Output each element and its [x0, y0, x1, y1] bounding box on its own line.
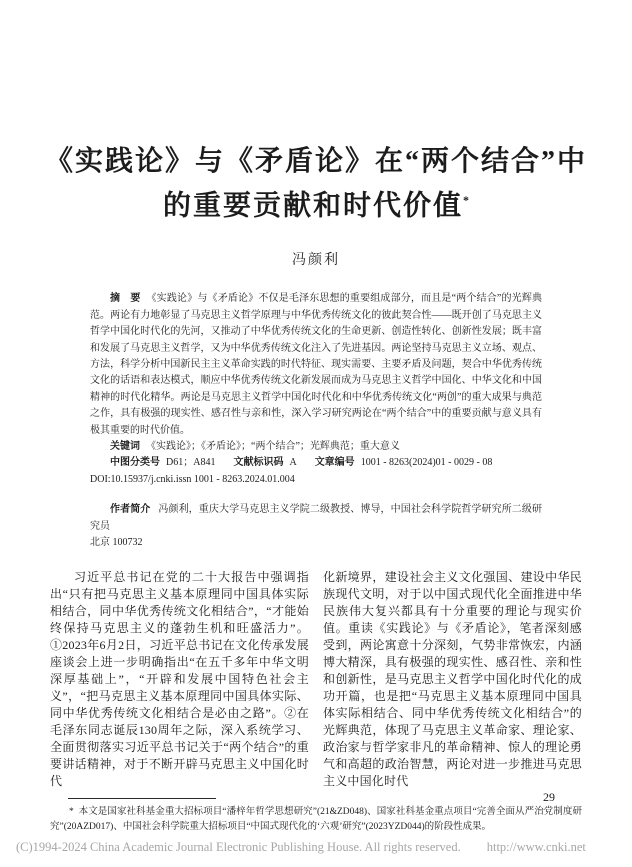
- footer-url: http://www.cnki.net: [486, 840, 586, 854]
- body-columns: [50, 569, 582, 790]
- clc-value: D61；A841: [166, 457, 216, 469]
- author-bio-block: [90, 502, 542, 551]
- body-column-left: 习近平总书记在党的二十大报告中强调指出“只有把马克思主义基本原理同中国具体实际相结合，同中华优秀传统文化相结合”，“才能始终保持马克思主义的蓬勃生机和旺盛活力”。①2023年6月2日，习近平总书记在文化传承发展座谈会上进一步明确指出“在五千多年中华文明深厚基础上”，“开辟和发展中国特色社会主义”，“把马克思主义基本原理同中国具体实际、同中华优秀传统文化相结合是必由之路”。②在毛泽东同志诞辰130周年之际，深入系统学习、全面贯彻落实习近平总书记关于“两个结合”的重要讲话精神，对于不断开辟马克思主义中国化时代: [50, 570, 309, 789]
- abstract-paragraph: [90, 291, 542, 439]
- doi-line: DOI:10.15937/j.cnki.issn 1001 - 8263.2024.01.004: [90, 473, 295, 485]
- page-number: 29: [543, 790, 555, 804]
- clc-label: 中图分类号: [110, 457, 160, 469]
- abstract-label: 摘 要: [110, 293, 141, 305]
- abstract-block: [90, 291, 542, 488]
- title-line-2: 的重要贡献和时代价值: [162, 190, 463, 222]
- article-id-group: [315, 457, 493, 468]
- doc-code-group: [233, 457, 296, 468]
- footnote: [50, 805, 582, 835]
- paper-title: [0, 0, 632, 225]
- body-column-right: 化新境界，建设社会主义文化强国、建设中华民族现代文明，对于以中国式现代化全面推进中华民族伟大复兴都具有十分重要的理论与现实价值。重读《实践论》与《矛盾论》，笔者深刻感受到，两论寓意十分深刻，气势非常恢宏，内涵博大精深，具有极强的现实性、感召性、亲和性和创新性，是马克思主义哲学中国化时代化的成功开篇，也是把“马克思主义基本原理同中国具体实际相结合、同中华优秀传统文化相结合”的光辉典范，体现了马克思主义革命家、理论家、政治家与哲学家非凡的革命精神、惊人的理论勇气和高超的政治智慧，两论对进一步推进马克思主义中国化时代: [323, 570, 582, 789]
- keywords-label: 关键词: [110, 440, 140, 452]
- author-bio-line: [90, 502, 542, 535]
- article-id-value: 1001 - 8263(2024)01 - 0029 - 08: [360, 457, 493, 469]
- keywords-line: [90, 439, 542, 455]
- footnote-text: 本文是国家社科基金重大招标项目“潘梓年哲学思想研究”(21&ZD048)、国家社科基金重点项目“完善全面从严治党制度研究”(20AZD017)、中国社会科学院重大招标项目“中国式现代化的‘六观’研究”(2023YZD044)的阶段性成果。: [50, 807, 583, 833]
- doc-code-value: A: [289, 457, 297, 469]
- author-bio-location: 北京 100732: [90, 537, 143, 549]
- author-bio-label: 作者简介: [110, 504, 151, 516]
- footer-copyright-bar: [16, 840, 626, 855]
- article-id-label: 文章编号: [314, 457, 355, 469]
- keywords-text: 《实践论》；《矛盾论》；“两个结合”；光辉典范；重大意义: [146, 440, 400, 452]
- classification-line: [90, 455, 542, 471]
- title-line-1: 《实践论》与《矛盾论》在“两个结合”中: [44, 146, 587, 177]
- author-bio-text: 冯颜利，重庆大学马克思主义学院二级教授、博导，中国社会科学院哲学研究所二级研究员: [90, 504, 542, 532]
- footnote-marker: *: [69, 807, 74, 818]
- doc-code-label: 文献标识码: [233, 457, 284, 469]
- abstract-text: 《实践论》与《矛盾论》不仅是毛泽东思想的重要组成部分，而且是“两个结合”的光辉典范。两论有力地彰显了马克思主义哲学原理与中华优秀传统文化的彼此契合性——既开创了马克思主义哲学中国化时代化的先河，又推动了中华优秀传统文化的生命更新、创造性转化、创新性发展；既丰富和发展了马克思主义哲学，又为中华优秀传统文化注入了先进基因。两论坚持马克思主义立场、观点、方法，科学分析中国新民主主义革命实践的时代特征、现实需要、主要矛盾及问题，契合中华优秀传统文化的话语和表达模式，顺应中华优秀传统文化新发展而成为马克思主义哲学中国化、中华文化和中国精神的时代化精华。两论是马克思主义哲学中国化时代化和中华优秀传统文化“两创”的重大成果与典范之作，具有极强的现实性、感召性与亲和性，深入学习研究两论在“两个结合”中的重要贡献与意义具有极其重要的时代价值。: [90, 293, 542, 436]
- author-name: 冯颜利: [292, 253, 340, 269]
- clc-group: [110, 457, 215, 468]
- footnote-separator: [68, 798, 216, 799]
- footer-copyright: (C)1994-2024 China Academic Journal Electronic Publishing House. All rights reserved.: [16, 840, 461, 854]
- title-footnote-mark: *: [463, 193, 469, 207]
